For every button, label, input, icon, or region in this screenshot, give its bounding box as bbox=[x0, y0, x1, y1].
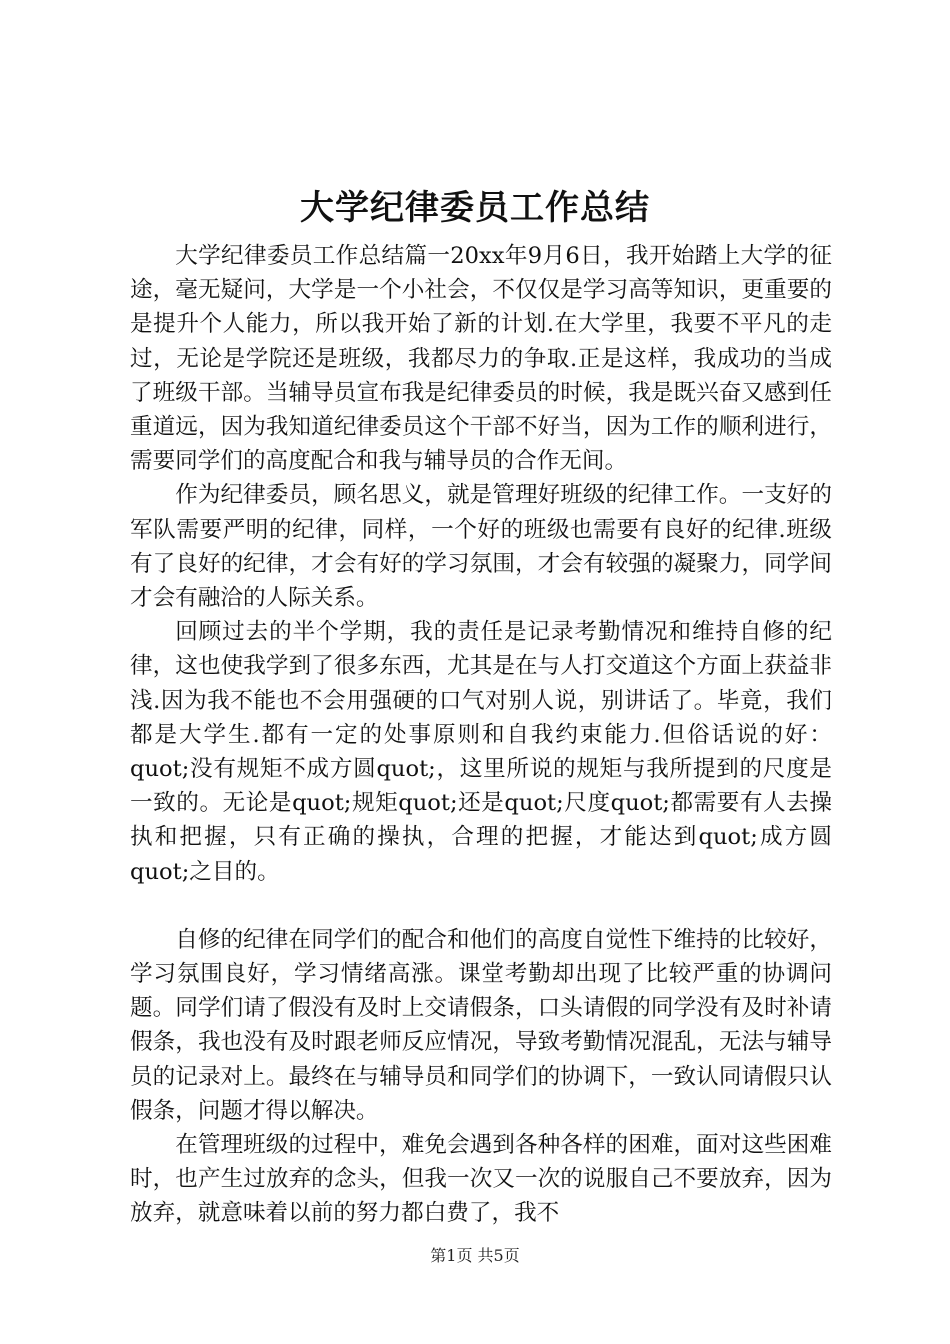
paragraph-5: 在管理班级的过程中，难免会遇到各种各样的困难，面对这些困难时，也产生过放弃的念头，但我一次又一次的说服自己不要放弃，因为放弃，就意味着以前的努力都白费了，我不 bbox=[130, 1132, 832, 1227]
paragraph-1: 大学纪律委员工作总结篇一20xx年9月6日，我开始踏上大学的征途，毫无疑问，大学是一个小社会，不仅仅是学习高等知识，更重要的是提升个人能力，所以我开始了新的计划.在大学里，我要不平凡的走过，无论是学院还是班级，我都尽力的争取.正是这样，我成功的当成了班级干部。当辅导员宣布我是纪律委员的时候，我是既兴奋又感到任重道远，因为我知道纪律委员这个干部不好当，因为工作的顺利进行，需要同学们的高度配合和我与辅导员的合作无间。 bbox=[130, 243, 832, 475]
paragraph-3: 回顾过去的半个学期，我的责任是记录考勤情况和维持自修的纪律，这也使我学到了很多东西，尤其是在与人打交道这个方面上获益非浅.因为我不能也不会用强硬的口气对别人说，别讲话了。毕竟，我们都是大学生.都有一定的处事原则和自我约束能力.但俗话说的好：quot;没有规矩不成方圆quot;，这里所说的规矩与我所提到的尺度是一致的。无论是quot;规矩quot;还是quot;尺度quot;都需要有人去操执和把握，只有正确的操执，合理的把握，才能达到quot;成方圆quot;之目的。 bbox=[130, 619, 832, 885]
document-title: 大学纪律委员工作总结 bbox=[300, 188, 650, 228]
document-body bbox=[130, 239, 832, 1231]
paragraph-4: 自修的纪律在同学们的配合和他们的高度自觉性下维持的比较好，学习氛围良好，学习情绪高涨。课堂考勤却出现了比较严重的协调问题。同学们请了假没有及时上交请假条，口头请假的同学没有及时补请假条，我也没有及时跟老师反应情况，导致考勤情况混乱，无法与辅导员的记录对上。最终在与辅导员和同学们的协调下，一致认同请假只认假条，问题才得以解决。 bbox=[130, 926, 832, 1124]
page-number-footer: 第1页 共5页 bbox=[430, 1246, 520, 1265]
paragraph-2: 作为纪律委员，顾名思义，就是管理好班级的纪律工作。一支好的军队需要严明的纪律，同样，一个好的班级也需要有良好的纪律.班级有了良好的纪律，才会有好的学习氛围，才会有较强的凝聚力，同学间才会有融洽的人际关系。 bbox=[130, 482, 832, 612]
